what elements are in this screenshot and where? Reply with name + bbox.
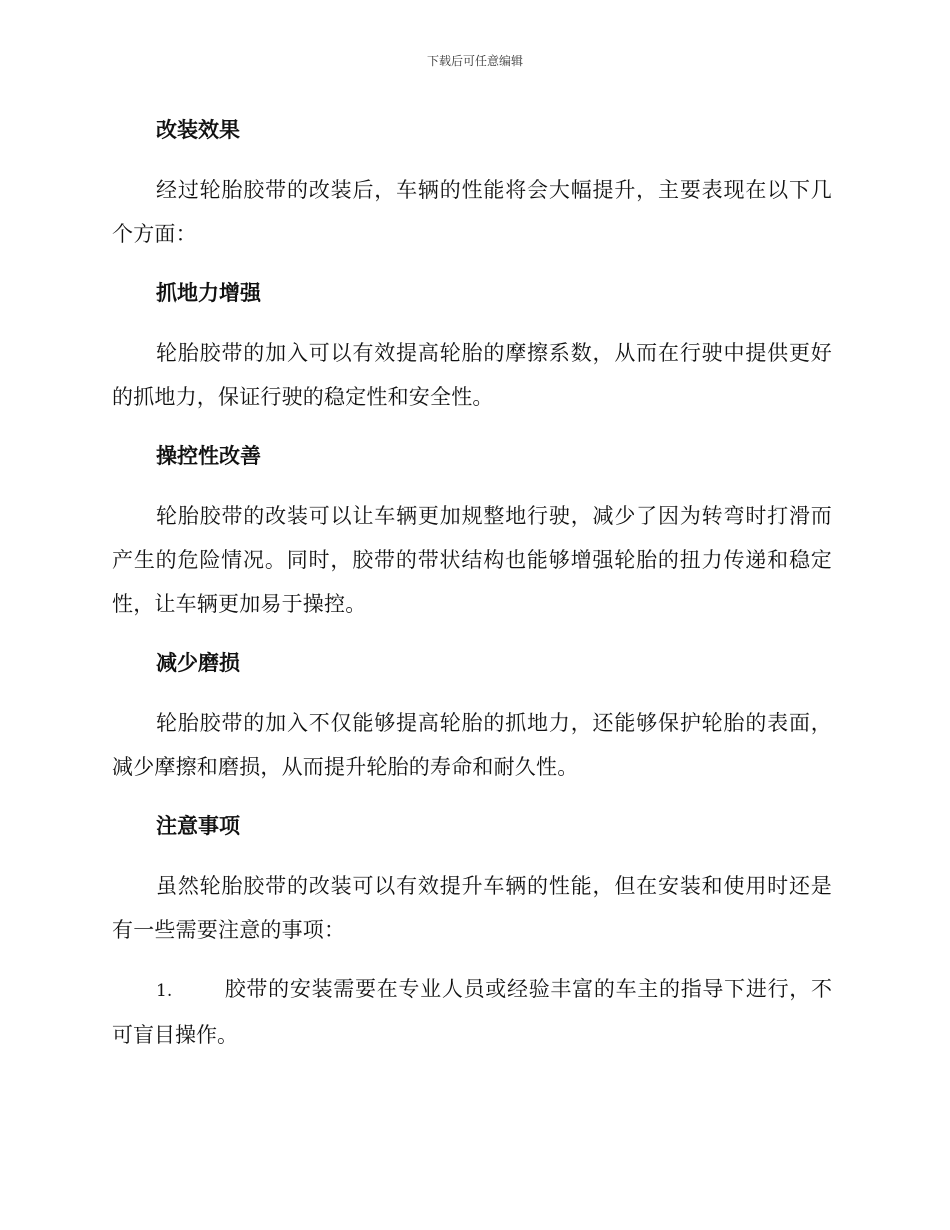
document-body xyxy=(112,108,832,1057)
section-paragraph: 虽然轮胎胶带的改装可以有效提升车辆的性能，但在安装和使用时还是有一些需要注意的事项： xyxy=(112,874,832,942)
section-paragraph: 轮胎胶带的加入可以有效提高轮胎的摩擦系数，从而在行驶中提供更好的抓地力，保证行驶的稳定性和安全性。 xyxy=(112,341,832,409)
section-heading-wear: 减少磨损 xyxy=(156,651,240,675)
list-item-text: 胶带的安装需要在专业人员或经验丰富的车主的指导下进行，不可盲目操作。 xyxy=(112,977,832,1047)
section-heading-effects: 改装效果 xyxy=(156,118,240,142)
list-item xyxy=(112,967,832,1057)
list-item-number: 1. xyxy=(156,981,173,1001)
section-paragraph: 轮胎胶带的加入不仅能够提高轮胎的抓地力，还能够保护轮胎的表面，减少摩擦和磨损，从而提升轮胎的寿命和耐久性。 xyxy=(112,711,832,779)
section-heading-notes: 注意事项 xyxy=(156,814,240,838)
section-heading-handling: 操控性改善 xyxy=(156,444,261,468)
section-paragraph: 轮胎胶带的改装可以让车辆更加规整地行驶，减少了因为转弯时打滑而产生的危险情况。同时，胶带的带状结构也能够增强轮胎的扭力传递和稳定性，让车辆更加易于操控。 xyxy=(112,504,832,616)
section-heading-grip: 抓地力增强 xyxy=(156,281,261,305)
section-paragraph: 经过轮胎胶带的改装后，车辆的性能将会大幅提升，主要表现在以下几个方面： xyxy=(112,178,832,246)
page-header: 下载后可任意编辑 xyxy=(426,54,523,68)
